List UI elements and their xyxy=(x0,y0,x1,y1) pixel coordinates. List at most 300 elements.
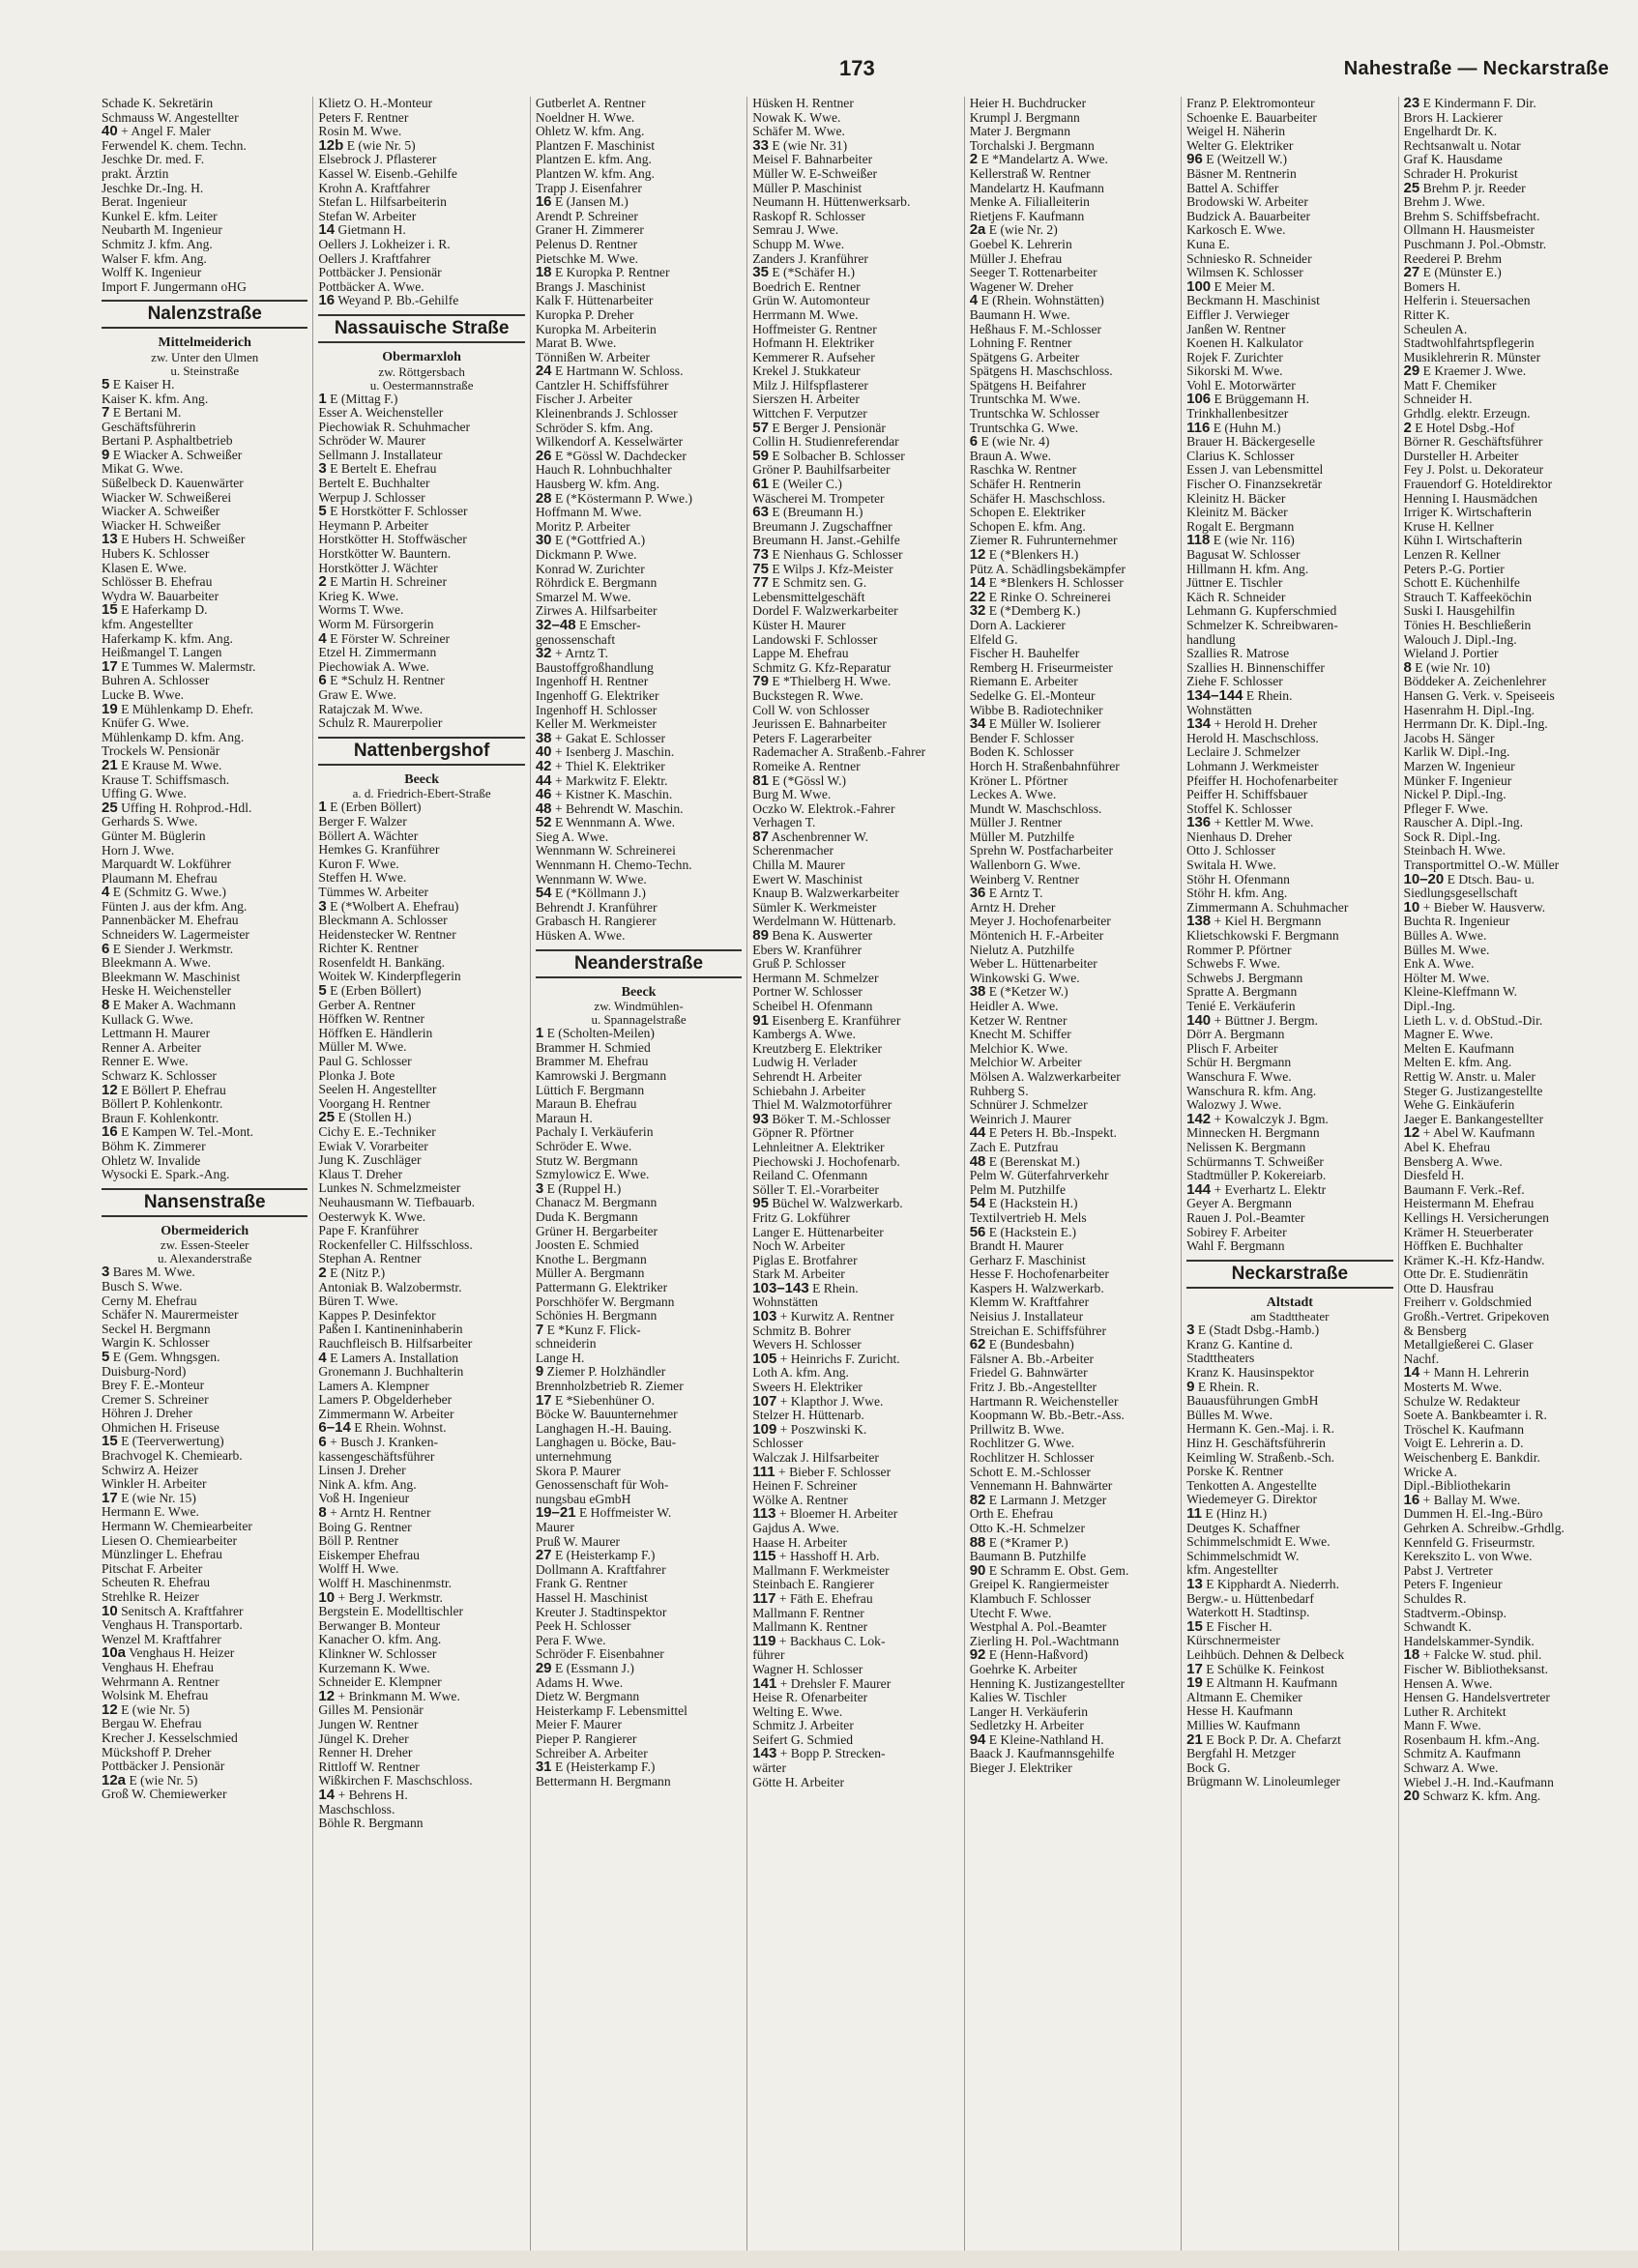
directory-entry xyxy=(1404,1324,1610,1339)
entry-text: Kreuter J. Stadtinspektor xyxy=(535,1605,667,1619)
entry-text: E (Stadt Dsbg.-Hamb.) xyxy=(1197,1323,1320,1338)
directory-entry xyxy=(1404,1028,1610,1042)
entry-text: Bleekmann A. Wwe. xyxy=(102,956,212,971)
directory-entry xyxy=(970,1085,1176,1099)
directory-entry xyxy=(536,647,742,661)
house-number: 32–48 xyxy=(535,618,576,633)
entry-text: E (Essmann J.) xyxy=(554,1661,634,1675)
entry-text: + Bieber F. Schlosser xyxy=(778,1465,892,1479)
directory-entry xyxy=(102,660,307,675)
directory-entry xyxy=(1186,492,1392,507)
entry-text: Steinbach H. Wwe. xyxy=(1403,844,1506,858)
entry-text: Brennholzbetrieb R. Ziemer xyxy=(535,1380,684,1394)
directory-entry xyxy=(318,1210,524,1225)
entry-text: Renner H. Dreher xyxy=(318,1746,413,1760)
entry-text: Leclaire J. Schmelzer xyxy=(1186,745,1301,760)
entry-text: Kaiser K. kfm. Ang. xyxy=(102,392,209,406)
entry-text: Hüsken A. Wwe. xyxy=(535,929,626,944)
house-number: 42 xyxy=(535,759,552,774)
directory-entry xyxy=(970,576,1176,591)
entry-text: Romeike A. Rentner xyxy=(752,759,861,773)
directory-entry xyxy=(536,1549,742,1563)
entry-text: Wölke A. Rentner xyxy=(752,1493,848,1507)
house-number: 6–14 xyxy=(318,1421,351,1437)
entry-text: Böhle R. Bergmann xyxy=(318,1817,424,1831)
entry-text: Marzen W. Ingenieur xyxy=(1403,759,1515,773)
directory-entry xyxy=(318,1690,524,1704)
house-number: 17 xyxy=(102,659,118,675)
entry-text: Käch R. Schneider xyxy=(1186,590,1286,604)
house-number: 48 xyxy=(535,801,552,817)
entry-text: Milz J. Hilfspflasterer xyxy=(752,378,868,393)
directory-entry xyxy=(1186,182,1392,196)
directory-entry xyxy=(970,1437,1176,1451)
entry-text: Lohmann J. Werkmeister xyxy=(1186,759,1319,773)
directory-entry xyxy=(102,1013,307,1028)
entry-text: E Krause M. Wwe. xyxy=(121,758,222,772)
directory-entry xyxy=(1186,704,1392,718)
directory-entry xyxy=(970,266,1176,280)
directory-entry xyxy=(536,97,742,111)
directory-entry xyxy=(1404,195,1610,210)
directory-entry xyxy=(752,887,958,901)
directory-entry xyxy=(752,675,958,689)
entry-text: Baustoffgroßhandlung xyxy=(535,660,654,675)
entry-text: Mühlenkamp D. kfm. Ang. xyxy=(102,730,245,744)
directory-column xyxy=(97,97,312,2253)
entry-text: Keimling W. Straßenb.-Sch. xyxy=(1186,1450,1335,1465)
directory-entry xyxy=(1404,364,1610,379)
entry-text: Gajdus A. Wwe. xyxy=(752,1521,839,1535)
directory-entry xyxy=(1186,1422,1392,1437)
entry-text: Neisius J. Installateur xyxy=(969,1310,1084,1324)
entry-text: Schade K. Sekretärin xyxy=(102,97,214,110)
directory-entry xyxy=(1404,435,1610,450)
directory-entry xyxy=(970,520,1176,535)
house-number: 28 xyxy=(535,491,552,507)
directory-entry xyxy=(752,1648,958,1663)
directory-entry xyxy=(536,1238,742,1253)
directory-entry xyxy=(536,210,742,224)
entry-text: E Rhein. xyxy=(812,1281,859,1295)
entry-text: Mann F. Wwe. xyxy=(1403,1719,1481,1733)
directory-entry xyxy=(102,252,307,267)
directory-entry xyxy=(752,1564,958,1579)
entry-text: Smarzel M. Wwe. xyxy=(535,590,631,604)
entry-text: Dollmann A. Kraftfahrer xyxy=(535,1562,666,1577)
entry-text: Brammer M. Ehefrau xyxy=(535,1055,649,1069)
entry-text: Werpup J. Schlosser xyxy=(318,490,425,505)
house-number: 2 xyxy=(318,1265,327,1281)
directory-entry xyxy=(102,1379,307,1393)
directory-entry xyxy=(752,1366,958,1381)
entry-text: Heßhaus F. M.-Schlosser xyxy=(969,322,1102,336)
directory-entry xyxy=(752,435,958,450)
entry-text: Steffen H. Wwe. xyxy=(318,871,407,886)
house-number: 46 xyxy=(535,788,552,802)
directory-entry xyxy=(318,1619,524,1634)
entry-text: Suski I. Hausgehilfin xyxy=(1403,604,1515,619)
directory-entry xyxy=(1186,450,1392,464)
entry-text: Frank G. Rentner xyxy=(535,1577,628,1591)
entry-text: Herold H. Maschschloss. xyxy=(1186,731,1319,745)
entry-text: Weischenberg E. Bankdir. xyxy=(1403,1451,1540,1465)
entry-text: Elfeld G. xyxy=(969,632,1018,647)
entry-text: Hölter M. Wwe. xyxy=(1403,971,1490,985)
directory-entry xyxy=(970,760,1176,774)
directory-entry xyxy=(102,139,307,154)
directory-entry xyxy=(970,774,1176,789)
directory-entry xyxy=(1186,1648,1392,1663)
directory-entry xyxy=(318,1055,524,1069)
directory-entry xyxy=(318,1281,524,1295)
directory-entry xyxy=(102,900,307,915)
directory-entry xyxy=(752,604,958,619)
entry-text: Büchel W. Walzwerkarb. xyxy=(772,1197,903,1211)
entry-text: Bieger J. Elektriker xyxy=(969,1761,1072,1776)
directory-entry xyxy=(1186,252,1392,267)
entry-text: Wilmsen K. Schlosser xyxy=(1186,266,1303,280)
entry-text: Kürschnermeister xyxy=(1186,1634,1280,1648)
directory-entry xyxy=(1186,844,1392,858)
entry-text: Zimmermann W. Arbeiter xyxy=(318,1407,454,1421)
directory-entry xyxy=(1186,957,1392,972)
directory-entry xyxy=(970,1324,1176,1339)
directory-column xyxy=(1398,97,1615,2253)
entry-text: Baumann H. Wwe. xyxy=(969,307,1070,322)
directory-entry xyxy=(752,1295,958,1310)
entry-text: + Hasshoff H. Arb. xyxy=(778,1550,880,1564)
directory-entry xyxy=(536,520,742,535)
entry-text: E (*Kramer P.) xyxy=(988,1535,1068,1550)
entry-text: Haase H. Arbeiter xyxy=(752,1535,848,1550)
directory-entry xyxy=(970,1466,1176,1480)
entry-text: Hausberg W. kfm. Ang. xyxy=(535,478,659,492)
directory-entry xyxy=(752,858,958,873)
directory-entry xyxy=(536,1394,742,1409)
directory-entry xyxy=(970,478,1176,492)
directory-entry xyxy=(752,463,958,478)
entry-text: Luther R. Architekt xyxy=(1403,1704,1506,1719)
entry-text: Schäfer N. Maurermeister xyxy=(102,1308,239,1323)
entry-text: Eisenberg E. Kranführer xyxy=(772,1013,901,1028)
entry-text: Kappes P. Desinfektor xyxy=(318,1308,436,1323)
entry-text: Zirwes A. Hilfsarbeiter xyxy=(535,604,658,619)
directory-entry xyxy=(1404,647,1610,661)
entry-text: Bergw.- u. Hüttenbedarf xyxy=(1186,1591,1314,1606)
directory-entry xyxy=(318,210,524,224)
entry-text: + Büttner J. Bergm. xyxy=(1214,1013,1319,1028)
house-number: 22 xyxy=(969,590,986,605)
entry-text: Textilvertrieb H. Mels xyxy=(969,1210,1087,1225)
directory-entry xyxy=(1186,604,1392,619)
directory-entry xyxy=(752,1085,958,1099)
directory-entry xyxy=(1404,717,1610,732)
directory-entry xyxy=(752,1395,958,1410)
directory-entry xyxy=(1186,1042,1392,1057)
directory-entry xyxy=(752,788,958,802)
entry-text: Schröder W. Maurer xyxy=(318,434,426,449)
entry-text: Ingenhoff H. Schlosser xyxy=(535,703,658,717)
directory-entry xyxy=(752,1705,958,1720)
entry-text: Ritter K. xyxy=(1403,307,1450,322)
directory-entry xyxy=(536,1704,742,1719)
entry-text: Karkosch E. Wwe. xyxy=(1186,223,1286,238)
entry-text: Helferin i. Steuersachen xyxy=(1403,294,1531,308)
entry-text: Gutberlet A. Rentner xyxy=(535,97,646,110)
entry-text: Ohmichen H. Friseuse xyxy=(102,1420,219,1435)
house-number: 27 xyxy=(535,1549,552,1563)
entry-text: Pelenus D. Rentner xyxy=(535,237,638,251)
entry-text: Spätgens H. Beifahrer xyxy=(969,378,1087,393)
directory-entry xyxy=(970,675,1176,689)
directory-entry xyxy=(1404,929,1610,944)
entry-text: Lange H. xyxy=(535,1351,585,1365)
entry-text: Heise R. Ofenarbeiter xyxy=(752,1691,868,1705)
directory-column xyxy=(1181,97,1397,2253)
entry-text: Brachvogel K. Chemiearb. xyxy=(102,1449,243,1464)
directory-entry xyxy=(102,1788,307,1802)
directory-column xyxy=(530,97,746,2253)
entry-text: E (*Ketzer W.) xyxy=(988,985,1068,1000)
directory-entry xyxy=(318,125,524,139)
directory-entry xyxy=(1186,478,1392,492)
directory-entry xyxy=(536,1563,742,1578)
directory-entry xyxy=(1186,675,1392,689)
entry-text: Berger F. Walzer xyxy=(318,814,407,829)
directory-entry xyxy=(536,323,742,337)
entry-text: Winkler H. Arbeiter xyxy=(102,1477,207,1492)
directory-entry xyxy=(970,1592,1176,1607)
directory-entry xyxy=(1186,1338,1392,1352)
entry-text: Piglas E. Brotfahrer xyxy=(752,1253,858,1267)
entry-text: führer xyxy=(752,1648,785,1663)
entry-text: Schröder F. Eisenbahner xyxy=(535,1647,664,1662)
directory-entry xyxy=(318,1408,524,1422)
directory-entry xyxy=(970,1282,1176,1296)
directory-entry xyxy=(1186,689,1392,704)
entry-text: Schwarz A. Wwe. xyxy=(1403,1761,1499,1776)
directory-entry xyxy=(970,591,1176,605)
entry-text: Jeurissen E. Bahnarbeiter xyxy=(752,717,887,732)
entry-text: Hesse H. Kaufmann xyxy=(1186,1704,1293,1719)
directory-entry xyxy=(970,689,1176,704)
directory-entry xyxy=(1404,1226,1610,1240)
entry-text: Gerharz F. Maschinist xyxy=(969,1253,1086,1267)
directory-entry xyxy=(318,1323,524,1337)
entry-text: Kühn I. Wirtschafterin xyxy=(1403,534,1523,548)
directory-entry xyxy=(970,1494,1176,1508)
entry-text: Rommer P. Pförtner xyxy=(1186,943,1292,957)
directory-entry xyxy=(536,732,742,746)
entry-text: Wieland J. Portier xyxy=(1403,647,1499,661)
entry-text: Wolff K. Ingenieur xyxy=(102,266,202,280)
entry-text: Peters F. Ingenieur xyxy=(1403,1578,1503,1592)
directory-entry xyxy=(102,646,307,660)
directory-entry xyxy=(1186,774,1392,789)
directory-entry xyxy=(970,788,1176,802)
directory-entry xyxy=(970,1550,1176,1564)
directory-entry xyxy=(1404,675,1610,689)
house-number: 63 xyxy=(752,506,769,520)
entry-text: Langhagen u. Böcke, Bau- xyxy=(535,1436,677,1450)
directory-entry xyxy=(1404,1352,1610,1367)
directory-entry xyxy=(318,238,524,252)
entry-text: Schröder S. kfm. Ang. xyxy=(535,421,654,435)
directory-entry xyxy=(970,1141,1176,1155)
entry-text: Jeschke Dr.-Ing. H. xyxy=(102,181,204,195)
directory-entry xyxy=(102,167,307,182)
directory-entry xyxy=(1186,323,1392,337)
entry-text: Joosten E. Schmied xyxy=(535,1238,639,1253)
entry-text: Cremer S. Schreiner xyxy=(102,1392,209,1407)
entry-text: Verhagen T. xyxy=(752,816,816,830)
entry-text: Mandelartz H. Kaufmann xyxy=(969,181,1104,195)
directory-entry xyxy=(102,801,307,816)
entry-text: Stefan W. Arbeiter xyxy=(318,209,417,223)
entry-text: + Angel F. Maler xyxy=(121,125,211,139)
entry-text: Heidenstecker W. Rentner xyxy=(318,927,456,942)
directory-entry xyxy=(752,1451,958,1466)
directory-entry xyxy=(970,929,1176,944)
entry-text: Heisterkamp F. Lebensmittel xyxy=(535,1703,687,1718)
entry-text: Braun F. Kohlenkontr. xyxy=(102,1111,219,1125)
directory-entry xyxy=(1404,548,1610,563)
entry-text: Renner A. Arbeiter xyxy=(102,1040,202,1055)
directory-entry xyxy=(318,646,524,660)
entry-text: E (Ruppel H.) xyxy=(546,1181,622,1196)
directory-entry xyxy=(970,1267,1176,1282)
directory-entry xyxy=(752,929,958,944)
directory-entry xyxy=(970,816,1176,830)
entry-text: Böllert P. Kohlenkontr. xyxy=(102,1097,223,1112)
directory-entry xyxy=(318,1421,524,1436)
directory-entry xyxy=(318,1097,524,1112)
directory-entry xyxy=(1186,563,1392,577)
entry-text: Fischer O. Finanzsekretär xyxy=(1186,478,1323,492)
directory-entry xyxy=(1186,901,1392,916)
entry-text: E (Stollen H.) xyxy=(337,1111,412,1125)
directory-entry xyxy=(102,1280,307,1294)
entry-text: Stöhr H. kfm. Ang. xyxy=(1186,887,1288,901)
entry-text: Wibbe B. Radiotechniker xyxy=(969,703,1103,717)
entry-text: Schäfer M. Wwe. xyxy=(752,125,845,139)
entry-text: Transportmittel O.-W. Müller xyxy=(1403,858,1560,873)
directory-entry xyxy=(970,1197,1176,1211)
directory-entry xyxy=(102,1112,307,1126)
directory-entry xyxy=(970,195,1176,210)
directory-entry xyxy=(1186,1676,1392,1691)
entry-text: Geyer A. Bergmann xyxy=(1186,1197,1292,1211)
directory-entry xyxy=(318,1521,524,1535)
directory-entry xyxy=(102,280,307,295)
entry-text: Otto J. Schlosser xyxy=(1186,844,1275,858)
directory-entry xyxy=(970,844,1176,858)
entry-text: E (Nitz P.) xyxy=(330,1265,386,1280)
entry-text: Pietschke M. Wwe. xyxy=(535,251,639,266)
entry-text: Pelm W. Güterfahrverkehr xyxy=(969,1169,1109,1183)
directory-entry xyxy=(318,505,524,519)
directory-entry xyxy=(318,477,524,491)
entry-text: E (*Gössl W.) xyxy=(772,773,847,788)
entry-text: + Berg J. Werkmstr. xyxy=(337,1590,443,1605)
directory-entry xyxy=(536,351,742,365)
directory-entry xyxy=(102,999,307,1013)
house-number: 6 xyxy=(102,942,110,957)
directory-entry xyxy=(536,1422,742,1437)
directory-entry xyxy=(1404,661,1610,676)
directory-entry xyxy=(318,153,524,167)
directory-entry xyxy=(752,364,958,379)
entry-text: Grabasch H. Rangierer xyxy=(535,915,657,929)
directory-entry xyxy=(1404,463,1610,478)
house-number: 3 xyxy=(102,1265,110,1280)
directory-entry xyxy=(1404,379,1610,393)
directory-entry xyxy=(1404,506,1610,520)
directory-entry xyxy=(1404,1761,1610,1776)
entry-text: Voß H. Ingenieur xyxy=(318,1492,410,1506)
directory-entry xyxy=(536,308,742,323)
entry-text: E (*Köstermann P. Wwe.) xyxy=(554,491,693,506)
directory-entry xyxy=(318,843,524,858)
house-number: 3 xyxy=(1186,1323,1195,1338)
directory-entry xyxy=(102,1393,307,1408)
house-number: 10a xyxy=(102,1646,127,1661)
directory-entry xyxy=(1404,1014,1610,1029)
directory-entry xyxy=(970,1310,1176,1324)
house-number: 7 xyxy=(102,406,110,421)
entry-text: Plantzen F. Maschinist xyxy=(535,138,655,153)
directory-entry xyxy=(536,407,742,422)
entry-text: Weinrich J. Maurer xyxy=(969,1112,1071,1126)
directory-entry xyxy=(318,1436,524,1450)
directory-entry xyxy=(1186,1239,1392,1254)
directory-entry xyxy=(1186,873,1392,887)
house-number: 54 xyxy=(535,887,552,901)
entry-text: Cichy E. E.-Techniker xyxy=(318,1125,436,1139)
directory-entry xyxy=(752,563,958,577)
directory-entry xyxy=(752,1056,958,1070)
entry-text: Heymann P. Arbeiter xyxy=(318,518,429,533)
entry-text: Schmitz G. Kfz-Reparatur xyxy=(752,660,892,675)
entry-text: nungsbau eGmbH xyxy=(535,1492,631,1506)
directory-entry xyxy=(318,1450,524,1465)
entry-text: Pruß W. Maurer xyxy=(535,1534,621,1549)
house-number: 6 xyxy=(318,674,327,688)
directory-entry xyxy=(318,1506,524,1521)
directory-entry xyxy=(1186,1169,1392,1183)
entry-text: Kruse H. Kellner xyxy=(1403,519,1494,534)
entry-text: E (Weitzell W.) xyxy=(1206,153,1288,167)
directory-entry xyxy=(1186,1563,1392,1578)
directory-entry xyxy=(102,590,307,604)
entry-text: E Martin H. Schreiner xyxy=(330,575,447,590)
entry-text: Dummen H. El.-Ing.-Büro xyxy=(1403,1507,1543,1522)
house-number: 4 xyxy=(318,1351,327,1366)
entry-text: Zach E. Putzfrau xyxy=(969,1140,1059,1154)
entry-text: Rauscher A. Dipl.-Ing. xyxy=(1403,816,1523,830)
entry-text: E (Hinz H.) xyxy=(1205,1507,1268,1521)
entry-text: E *Siebenhüner O. xyxy=(554,1393,655,1408)
directory-entry xyxy=(536,745,742,760)
directory-entry xyxy=(102,1069,307,1084)
directory-entry xyxy=(536,1266,742,1281)
street-location-note: zw. Röttgersbach xyxy=(378,363,465,379)
entry-text: Wagener W. Dreher xyxy=(969,279,1073,294)
entry-text: kfm. Angestellter xyxy=(102,618,193,631)
directory-entry xyxy=(536,379,742,393)
entry-text: Horstkötter H. Stoffwäscher xyxy=(318,533,467,547)
